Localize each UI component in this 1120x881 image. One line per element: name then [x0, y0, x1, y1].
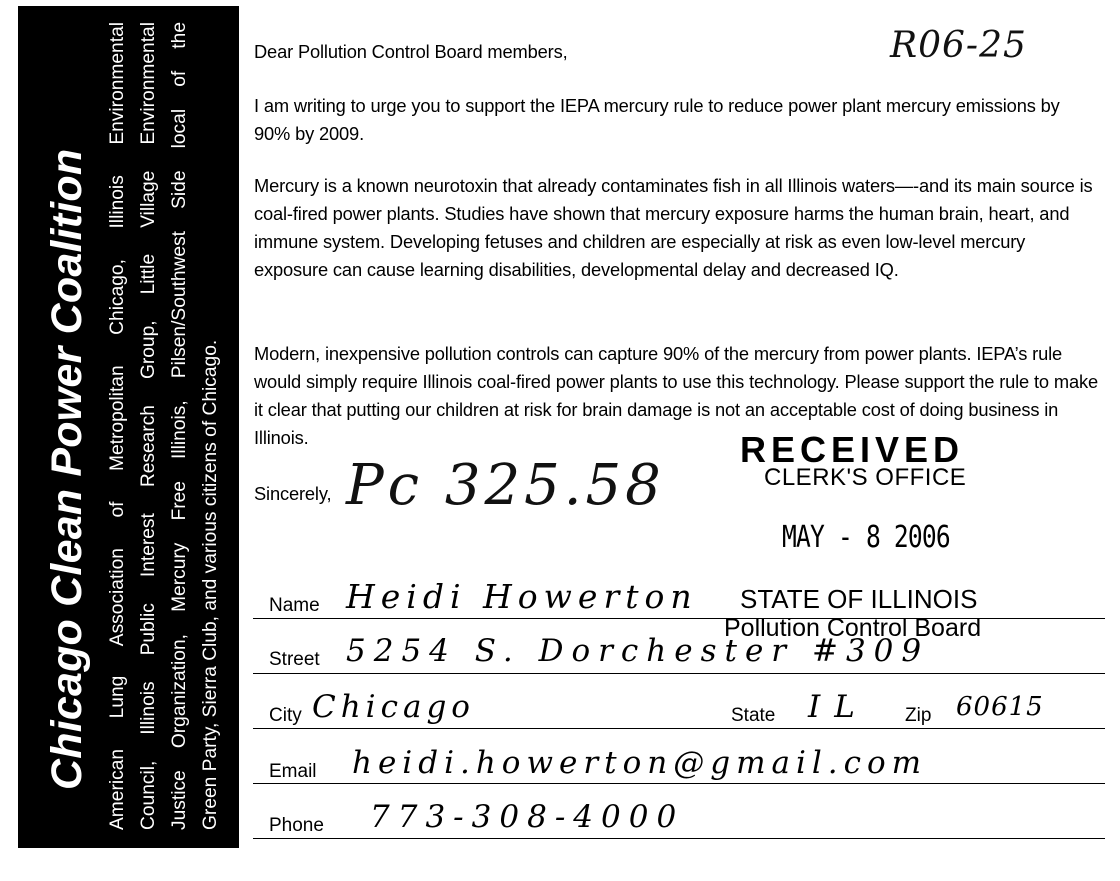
email-underline: [253, 783, 1105, 784]
email-label: Email: [269, 761, 317, 782]
stamp-received: RECEIVED: [740, 429, 965, 470]
state-label: State: [731, 705, 776, 726]
city-underline: [253, 728, 1105, 729]
coalition-sidebar-rotated: [18, 6, 239, 848]
coalition-sidebar: [18, 6, 239, 848]
stamp-board: Pollution Control Board: [724, 614, 982, 642]
coalition-members-line: American Lung Association of Metropolitan Chicago, Illinois Environmental: [107, 22, 128, 830]
stamp-state: STATE OF ILLINOIS: [740, 584, 978, 614]
letter-paragraph-1: I am writing to urge you to support the IEPA mercury rule to reduce power plant mercury emissions by 90% by 2009.: [254, 95, 1060, 144]
pc-number-handwritten: Pc 325.58: [346, 453, 665, 518]
stamp-clerks-office: CLERK'S OFFICE: [764, 464, 967, 491]
phone-label: Phone: [269, 815, 324, 836]
state-value: IL: [808, 689, 869, 725]
name-label: Name: [269, 595, 320, 616]
closing: Sincerely,: [254, 483, 332, 504]
email-value: heidi.howerton@gmail.com: [352, 745, 928, 781]
street-underline: [253, 673, 1105, 674]
coalition-members: [102, 22, 226, 830]
city-value: Chicago: [312, 689, 475, 725]
coalition-title: Chicago Clean Power Coalition: [43, 148, 91, 790]
stamp-date: MAY - 8 2006: [782, 520, 950, 555]
letter-paragraph-2: Mercury is a known neurotoxin that already contaminates fish in all Illinois waters—-and its main source is coal-fired power plants. Studies have shown that mercury exposure harms the human brain, heart, and immune system. Developing fetuses and children are especially at risk as even low-level mercury exposure can cause learning disabilities, developmental delay and decreased IQ.: [254, 175, 1093, 280]
zip-label: Zip: [905, 705, 932, 726]
zip-value: 60615: [956, 692, 1044, 722]
street-label: Street: [269, 649, 320, 670]
city-label: City: [269, 705, 302, 726]
salutation: Dear Pollution Control Board members,: [254, 41, 568, 62]
coalition-members-line: Justice Organization, Mercury Free Illinois, Pilsen/Southwest Side local of the: [169, 22, 190, 830]
phone-value: 773-308-4000: [370, 799, 685, 835]
street-value: 5254 S. Dorchester #309: [346, 633, 930, 669]
name-value: Heidi Howerton: [346, 577, 698, 616]
docket-number-handwritten: R06-25: [890, 25, 1027, 66]
name-underline: [253, 618, 1105, 619]
phone-underline: [253, 838, 1105, 839]
coalition-members-line: Council, Illinois Public Interest Research Group, Little Village Environmental: [138, 22, 159, 830]
letter-paragraph-3: Modern, inexpensive pollution controls can capture 90% of the mercury from power plants. IEPA’s rule would simply require Illinois coal-fired power plants to use this technology. Please support the rule to make it clear that putting our children at risk for brain damage is not an acceptable cost of doing business in Illinois.: [254, 343, 1098, 448]
coalition-members-line: Green Party, Sierra Club, and various citizens of Chicago.: [200, 339, 221, 830]
